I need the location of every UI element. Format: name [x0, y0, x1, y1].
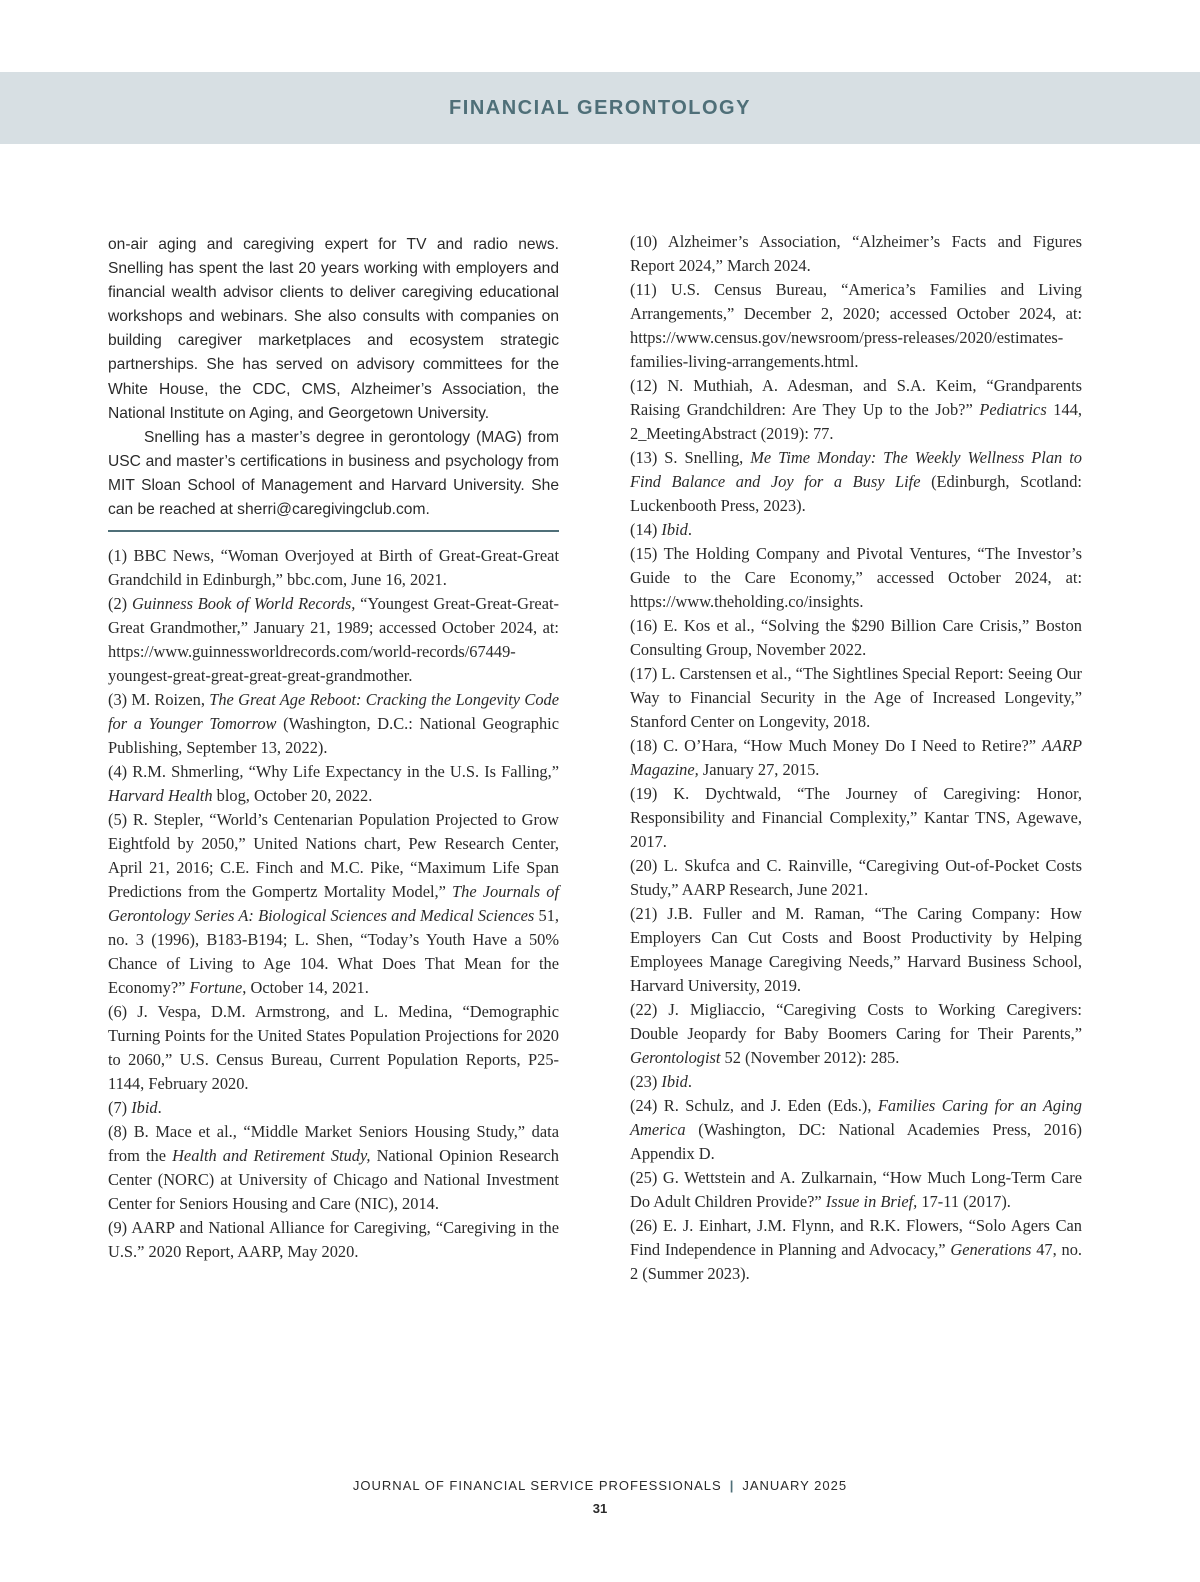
endnote-text: , October 14, 2021. [242, 978, 369, 998]
endnote-text: (9) AARP and National Alliance for Caregiving, “Caregiving in the U.S.” 2020 Report, AARP, May 2020. [108, 1218, 559, 1262]
endnote-text: (Washington, DC: National Academies Press, 2016) Appendix D. [630, 1120, 1082, 1163]
endnote-text: (Edinburgh, Scotland: Luckenbooth Press, 2023). [630, 472, 1082, 515]
endnote-item [630, 374, 1082, 446]
endnote-text: (15) The Holding Company and Pivotal Ventures, “The Investor’s Guide to the Care Economy,” accessed October 2024, at: https://www.theholding.co/insights. [630, 544, 1082, 611]
endnote-item [630, 1166, 1082, 1214]
endnote-item [630, 998, 1082, 1070]
endnote-italic-text: Me Time Monday: The Weekly Wellness Plan to Find Balance and Joy for a Busy Life [630, 448, 1082, 491]
endnote-italic-text: Ibid [131, 1098, 158, 1118]
endnote-text: (18) C. O’Hara, “How Much Money Do I Need to Retire?” [630, 736, 1042, 755]
endnote-item [108, 1000, 559, 1096]
bio-paragraph: on-air aging and caregiving expert for TV and radio news. Snelling has spent the last 20 years working with employers and financial wealth advisor clients to deliver caregiving educational workshops and webinars. She also consults with companies on building caregiver marketplaces and ecosystem strategic partnerships. She has served on advisory committees for the White House, the CDC, CMS, Alzheimer’s Association, the National Institute on Aging, and Georgetown University. [108, 236, 559, 422]
endnote-item [108, 544, 559, 592]
bio-paragraph: Snelling has a master’s degree in gerontology (MAG) from USC and master’s certifications in business and psychology from MIT Sloan School of Management and Harvard University. She can be reached at sherri@caregivingclub.com. [108, 428, 559, 519]
endnote-italic-text: Fortune [189, 978, 243, 998]
endnote-text: 47, no. 2 (Summer 2023). [630, 1240, 1082, 1283]
endnote-text: (11) U.S. Census Bureau, “America’s Families and Living Arrangements,” December 2, 2020; accessed October 2024, at: https://www.census.gov/newsroom/press-releases/2020/estimates-families-living-arrangements.html. [630, 280, 1082, 371]
endnote-italic-text: Health and Retirement Study, [172, 1146, 371, 1166]
endnote-text: (2) [108, 594, 132, 614]
endnote-item [630, 1094, 1082, 1166]
endnote-text: (Washington, D.C.: National Geographic Publishing, September 13, 2022). [108, 714, 559, 758]
endnote-item [630, 1070, 1082, 1094]
endnote-item [630, 278, 1082, 374]
endnote-item [630, 854, 1082, 902]
endnote-item [630, 518, 1082, 542]
endnote-text: (26) E. J. Einhart, J.M. Flynn, and R.K. Flowers, “Solo Agers Can Find Independence in Planning and Advocacy,” [630, 1216, 1082, 1259]
endnote-text: 144, 2_MeetingAbstract (2019): 77. [630, 400, 1082, 443]
endnote-text: (16) E. Kos et al., “Solving the $290 Billion Care Crisis,” Boston Consulting Group, November 2022. [630, 616, 1082, 659]
endnote-text: (21) J.B. Fuller and M. Raman, “The Caring Company: How Employers Can Cut Costs and Boost Productivity by Helping Employees Manage Caregiving Needs,” Harvard Business School, Harvard University, 2019. [630, 904, 1082, 995]
endnote-text: (8) B. Mace et al., “Middle Market Seniors Housing Study,” data from the [108, 1122, 559, 1166]
endnote-text: (1) BBC News, “Woman Overjoyed at Birth of Great-Great-Great Grandchild in Edinburgh,” bbc.com, June 16, 2021. [108, 546, 559, 590]
endnote-text: (22) J. Migliaccio, “Caregiving Costs to Working Caregivers: Double Jeopardy for Baby Boomers Caring for Their Parents,” [630, 1000, 1082, 1043]
endnote-italic-text: Issue in Brief, [825, 1192, 918, 1211]
endnote-italic-text: AARP Magazine, [630, 736, 1082, 779]
endnote-italic-text: Generations [950, 1240, 1032, 1259]
right-column [630, 230, 1082, 1286]
page-footer [0, 1478, 1200, 1516]
endnote-item [108, 592, 559, 688]
endnote-text: (17) L. Carstensen et al., “The Sightlines Special Report: Seeing Our Way to Financial Security in the Age of Increased Longevity,” Stanford Center on Longevity, 2018. [630, 664, 1082, 731]
endnote-text: “Youngest Great-Great-Great-Great Grandmother,” January 21, 1989; accessed October 2024, at: https://www.guinnessworldrecords.com/world-records/67449-youngest-great-great-great-great-grandmother. [108, 594, 559, 686]
endnote-text: (4) R.M. Shmerling, “Why Life Expectancy in the U.S. Is Falling,” [108, 762, 559, 782]
endnote-text: (7) [108, 1098, 132, 1118]
left-column [108, 233, 559, 1264]
endnote-text: 52 (November 2012): 285. [720, 1048, 900, 1067]
endnote-text: (23) [630, 1072, 662, 1091]
page-number: 31 [592, 1501, 608, 1516]
endnote-italic-text: Ibid [661, 1072, 688, 1091]
endnote-item [108, 1120, 559, 1216]
endnote-italic-text: The Journals of Gerontology Series A: Biological Sciences and Medical Sciences [108, 882, 559, 926]
endnote-item [630, 902, 1082, 998]
endnote-item [108, 1096, 559, 1120]
endnote-item [108, 1216, 559, 1264]
endnote-item [630, 662, 1082, 734]
endnote-item [108, 808, 559, 1000]
endnote-italic-text: Pediatrics [979, 400, 1047, 419]
endnote-item [630, 734, 1082, 782]
endnote-text: National Opinion Research Center (NORC) at University of Chicago and National Investment Center for Seniors Housing and Care (NIC), 2014. [108, 1146, 559, 1214]
footer-line [0, 1478, 1200, 1493]
footer-separator: | [729, 1478, 735, 1493]
endnote-italic-text: The Great Age Reboot: Cracking the Longevity Code for a Younger Tomorrow [108, 690, 559, 734]
issue-date: JANUARY 2025 [742, 1478, 848, 1493]
header-band [0, 72, 1200, 144]
endnote-text: (6) J. Vespa, D.M. Armstrong, and L. Medina, “Demographic Turning Points for the United States Population Projections for 2020 to 2060,” U.S. Census Bureau, Current Population Reports, P25-1144, February 2020. [108, 1002, 559, 1094]
endnotes-list [630, 230, 1082, 1286]
endnote-text: (20) L. Skufca and C. Rainville, “Caregiving Out-of-Pocket Costs Study,” AARP Research, June 2021. [630, 856, 1082, 899]
endnote-item [108, 688, 559, 760]
endnote-item [630, 782, 1082, 854]
endnote-item [630, 614, 1082, 662]
endnote-italic-text: Families Caring for an Aging America [630, 1096, 1082, 1139]
endnote-text: (25) G. Wettstein and A. Zulkarnain, “How Much Long-Term Care Do Adult Children Provide?” [630, 1168, 1082, 1211]
endnote-item [630, 1214, 1082, 1286]
endnote-text: (13) S. Snelling, [630, 448, 751, 467]
endnotes-list [108, 544, 559, 1264]
endnote-italic-text: Harvard Health [108, 786, 213, 806]
endnote-text: . [157, 1098, 162, 1118]
endnote-item [108, 760, 559, 808]
endnote-text: . [687, 520, 692, 539]
endnote-text: blog, October 20, 2022. [212, 786, 373, 806]
endnote-text: (14) [630, 520, 662, 539]
endnote-text: 17-11 (2017). [917, 1192, 1011, 1211]
endnote-italic-text: Gerontologist [630, 1048, 721, 1067]
section-divider [108, 530, 559, 532]
endnote-italic-text: Ibid [661, 520, 688, 539]
endnote-text: (19) K. Dychtwald, “The Journey of Caregiving: Honor, Responsibility and Financial Complexity,” Kantar TNS, Agewave, 2017. [630, 784, 1082, 851]
endnote-item [630, 446, 1082, 518]
endnote-text: (12) N. Muthiah, A. Adesman, and S.A. Keim, “Grandparents Raising Grandchildren: Are They Up to the Job?” [630, 376, 1082, 419]
endnote-text: (3) M. Roizen, [108, 690, 210, 710]
endnote-text: 51, no. 3 (1996), B183-B194; L. Shen, “Today’s Youth Have a 50% Chance of Living to Age 104. What Does That Mean for the Economy?” [108, 906, 559, 998]
journal-name: JOURNAL OF FINANCIAL SERVICE PROFESSIONALS [352, 1478, 722, 1493]
endnote-text: (24) R. Schulz, and J. Eden (Eds.), [630, 1096, 878, 1115]
endnote-item [630, 542, 1082, 614]
endnote-text: (5) R. Stepler, “World’s Centenarian Population Projected to Grow Eightfold by 2050,” United Nations chart, Pew Research Center, April 21, 2016; C.E. Finch and M.C. Pike, “Maximum Life Span Predictions from the Gompertz Mortality Model,” [108, 810, 559, 902]
author-bio [108, 233, 559, 522]
endnote-item [630, 230, 1082, 278]
section-title: FINANCIAL GERONTOLOGY [449, 96, 751, 119]
endnote-italic-text: Guinness Book of World Records, [131, 594, 356, 614]
endnote-text: . [687, 1072, 692, 1091]
endnote-text: (10) Alzheimer’s Association, “Alzheimer’s Facts and Figures Report 2024,” March 2024. [630, 232, 1082, 275]
endnote-text: January 27, 2015. [698, 760, 820, 779]
